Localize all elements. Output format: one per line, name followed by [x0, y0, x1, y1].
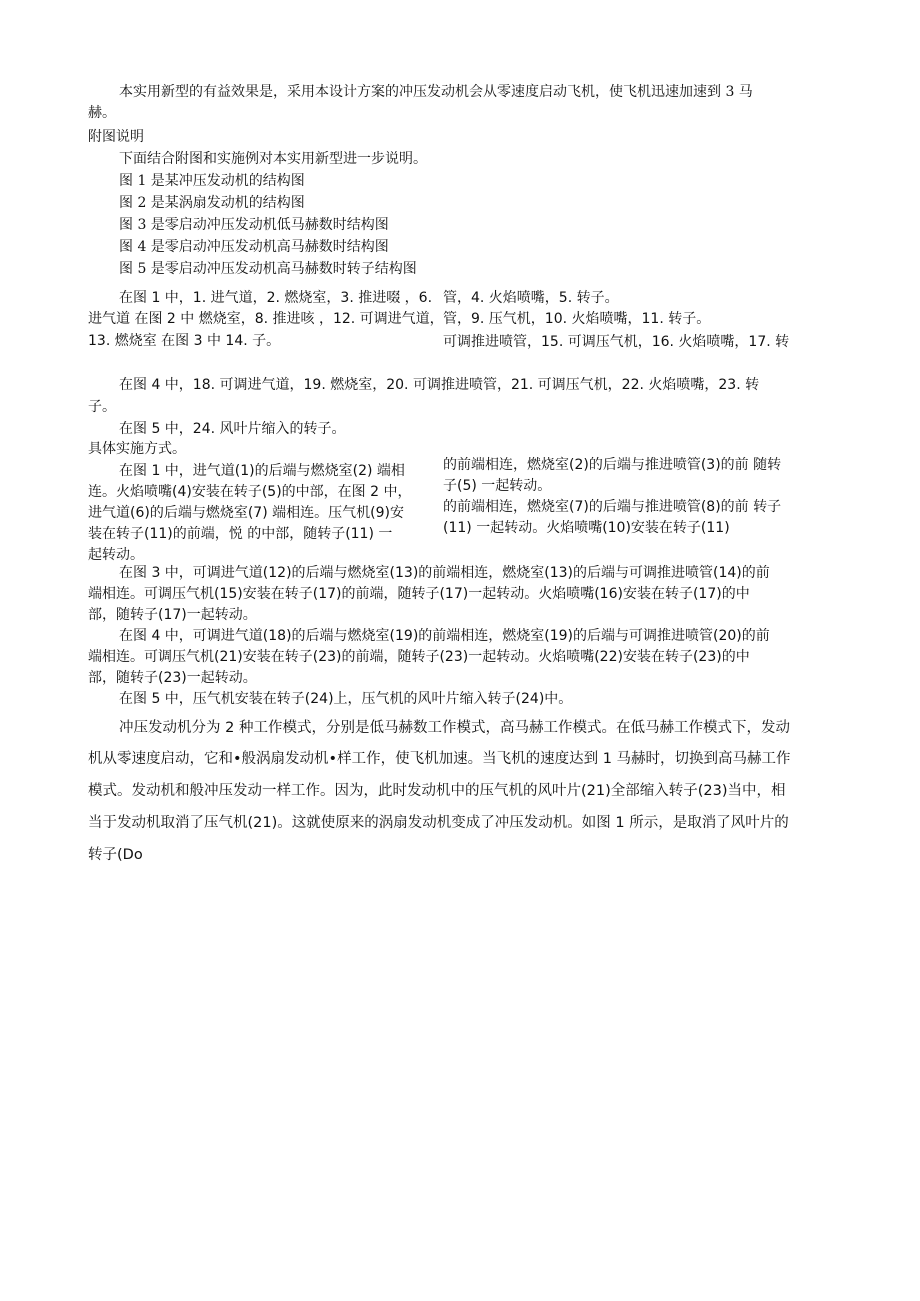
figure-list-item: 图 2 是某涡扇发动机的结构图	[119, 195, 305, 211]
figure-list-item: 图 5 是零启动冲压发动机高马赫数时转子结构图	[119, 261, 417, 277]
legend-row-2-right: 管，9. 压气机，10. 火焰喷嘴，11. 转子。	[443, 311, 711, 327]
impl-p3-line-2: 端相连。可调压气机(15)安装在转子(17)的前端，随转子(17)一起转动。火焰喷嘴(16)安装在转子(17)的中	[88, 586, 750, 602]
impl-p1-line-3-right: 的前端相连，燃烧室(7)的后端与推进喷管(8)的前 转子	[443, 499, 782, 515]
figure-list-item: 图 4 是零启动冲压发动机高马赫数时结构图	[119, 239, 389, 255]
figure-list-item: 图 1 是某冲压发动机的结构图	[119, 173, 305, 189]
modes-line-3: 模式。发动机和般冲压发动一样工作。因为，此时发动机中的压气机的风叶片(21)全部缩入转子(23)当中，相	[88, 783, 786, 799]
impl-p1-line-2-right: 子(5) 一起转动。	[443, 478, 552, 494]
impl-p1-line-3-left: 进气道(6)的后端与燃烧室(7) 端相连。压气机(9)安	[88, 505, 404, 521]
legend-row-4-line-2: 子。	[88, 399, 116, 415]
legend-row-3-right: 可调推进喷管，15. 可调压气机，16. 火焰喷嘴，17. 转	[443, 334, 790, 350]
impl-p3-line-1: 在图 3 中，可调进气道(12)的后端与燃烧室(13)的前端相连，燃烧室(13)的后端与可调推进喷管(14)的前	[119, 565, 770, 581]
impl-p5: 在图 5 中，压气机安装在转子(24)上，压气机的风叶片缩入转子(24)中。	[119, 691, 573, 707]
modes-line-2: 机从零速度启动，它和•般涡扇发动机•样工作，使飞机加速。当飞机的速度达到 1 马赫时，切换到高马赫工作	[88, 751, 791, 767]
modes-line-1: 冲压发动机分为 2 种工作模式，分别是低马赫数工作模式，高马赫工作模式。在低马赫工作模式下，发动	[119, 720, 790, 736]
modes-line-4: 当于发动机取消了压气机(21)。这就使原来的涡扇发动机变成了冲压发动机。如图 1 所示，是取消了风叶片的	[88, 815, 789, 831]
impl-p4-line-1: 在图 4 中，可调进气道(18)的后端与燃烧室(19)的前端相连，燃烧室(19)的后端与可调推进喷管(20)的前	[119, 628, 770, 644]
impl-p1-line-4-left: 装在转子(11)的前端，悦 的中部，随转子(11) 一	[88, 526, 393, 542]
figure-list-item: 图 3 是零启动冲压发动机低马赫数时结构图	[119, 217, 389, 233]
figures-intro: 下面结合附图和实施例对本实用新型进一步说明。	[119, 151, 427, 167]
impl-p4-line-3: 部，随转子(23)一起转动。	[88, 670, 257, 686]
legend-row-1-right: 管，4. 火焰喷嘴，5. 转子。	[443, 290, 619, 306]
impl-p1-line-5: 起转动。	[88, 547, 144, 563]
legend-row-5: 在图 5 中，24. 风叶片缩入的转子。	[119, 421, 346, 437]
impl-p4-line-2: 端相连。可调压气机(21)安装在转子(23)的前端，随转子(23)一起转动。火焰喷嘴(22)安装在转子(23)的中	[88, 649, 750, 665]
figures-heading: 附图说明	[88, 129, 144, 145]
legend-row-1-left: 在图 1 中，1. 进气道，2. 燃烧室，3. 推进啜 ，6.	[119, 290, 433, 306]
legend-row-4-line-1: 在图 4 中，18. 可调进气道，19. 燃烧室，20. 可调推进喷管，21. 可调压气机，22. 火焰喷嘴，23. 转	[119, 377, 760, 393]
modes-line-5: 转子(Do	[88, 847, 143, 863]
intro-line-2: 赫。	[88, 105, 116, 121]
impl-p1-line-1-right: 的前端相连，燃烧室(2)的后端与推进喷管(3)的前 随转	[443, 457, 782, 473]
legend-row-3-left: 13. 燃烧室 在图 3 中 14. 子。	[88, 333, 281, 349]
impl-p1-line-2-left: 连。火焰喷嘴(4)安装在转子(5)的中部，在图 2 中，	[88, 484, 412, 500]
impl-p3-line-3: 部，随转子(17)一起转动。	[88, 607, 257, 623]
impl-heading: 具体实施方式。	[88, 441, 186, 457]
legend-row-2-left: 进气道 在图 2 中 燃烧室，8. 推进咳 ，12. 可调进气道，	[88, 311, 444, 327]
intro-line-1: 本实用新型的有益效果是，采用本设计方案的冲压发动机会从零速度启动飞机，使飞机迅速加速到 3 马	[119, 84, 753, 100]
impl-p1-line-1-left: 在图 1 中，进气道(1)的后端与燃烧室(2) 端相	[119, 463, 405, 479]
impl-p1-line-4-right: (11) 一起转动。火焰喷嘴(10)安装在转子(11)	[443, 520, 730, 536]
